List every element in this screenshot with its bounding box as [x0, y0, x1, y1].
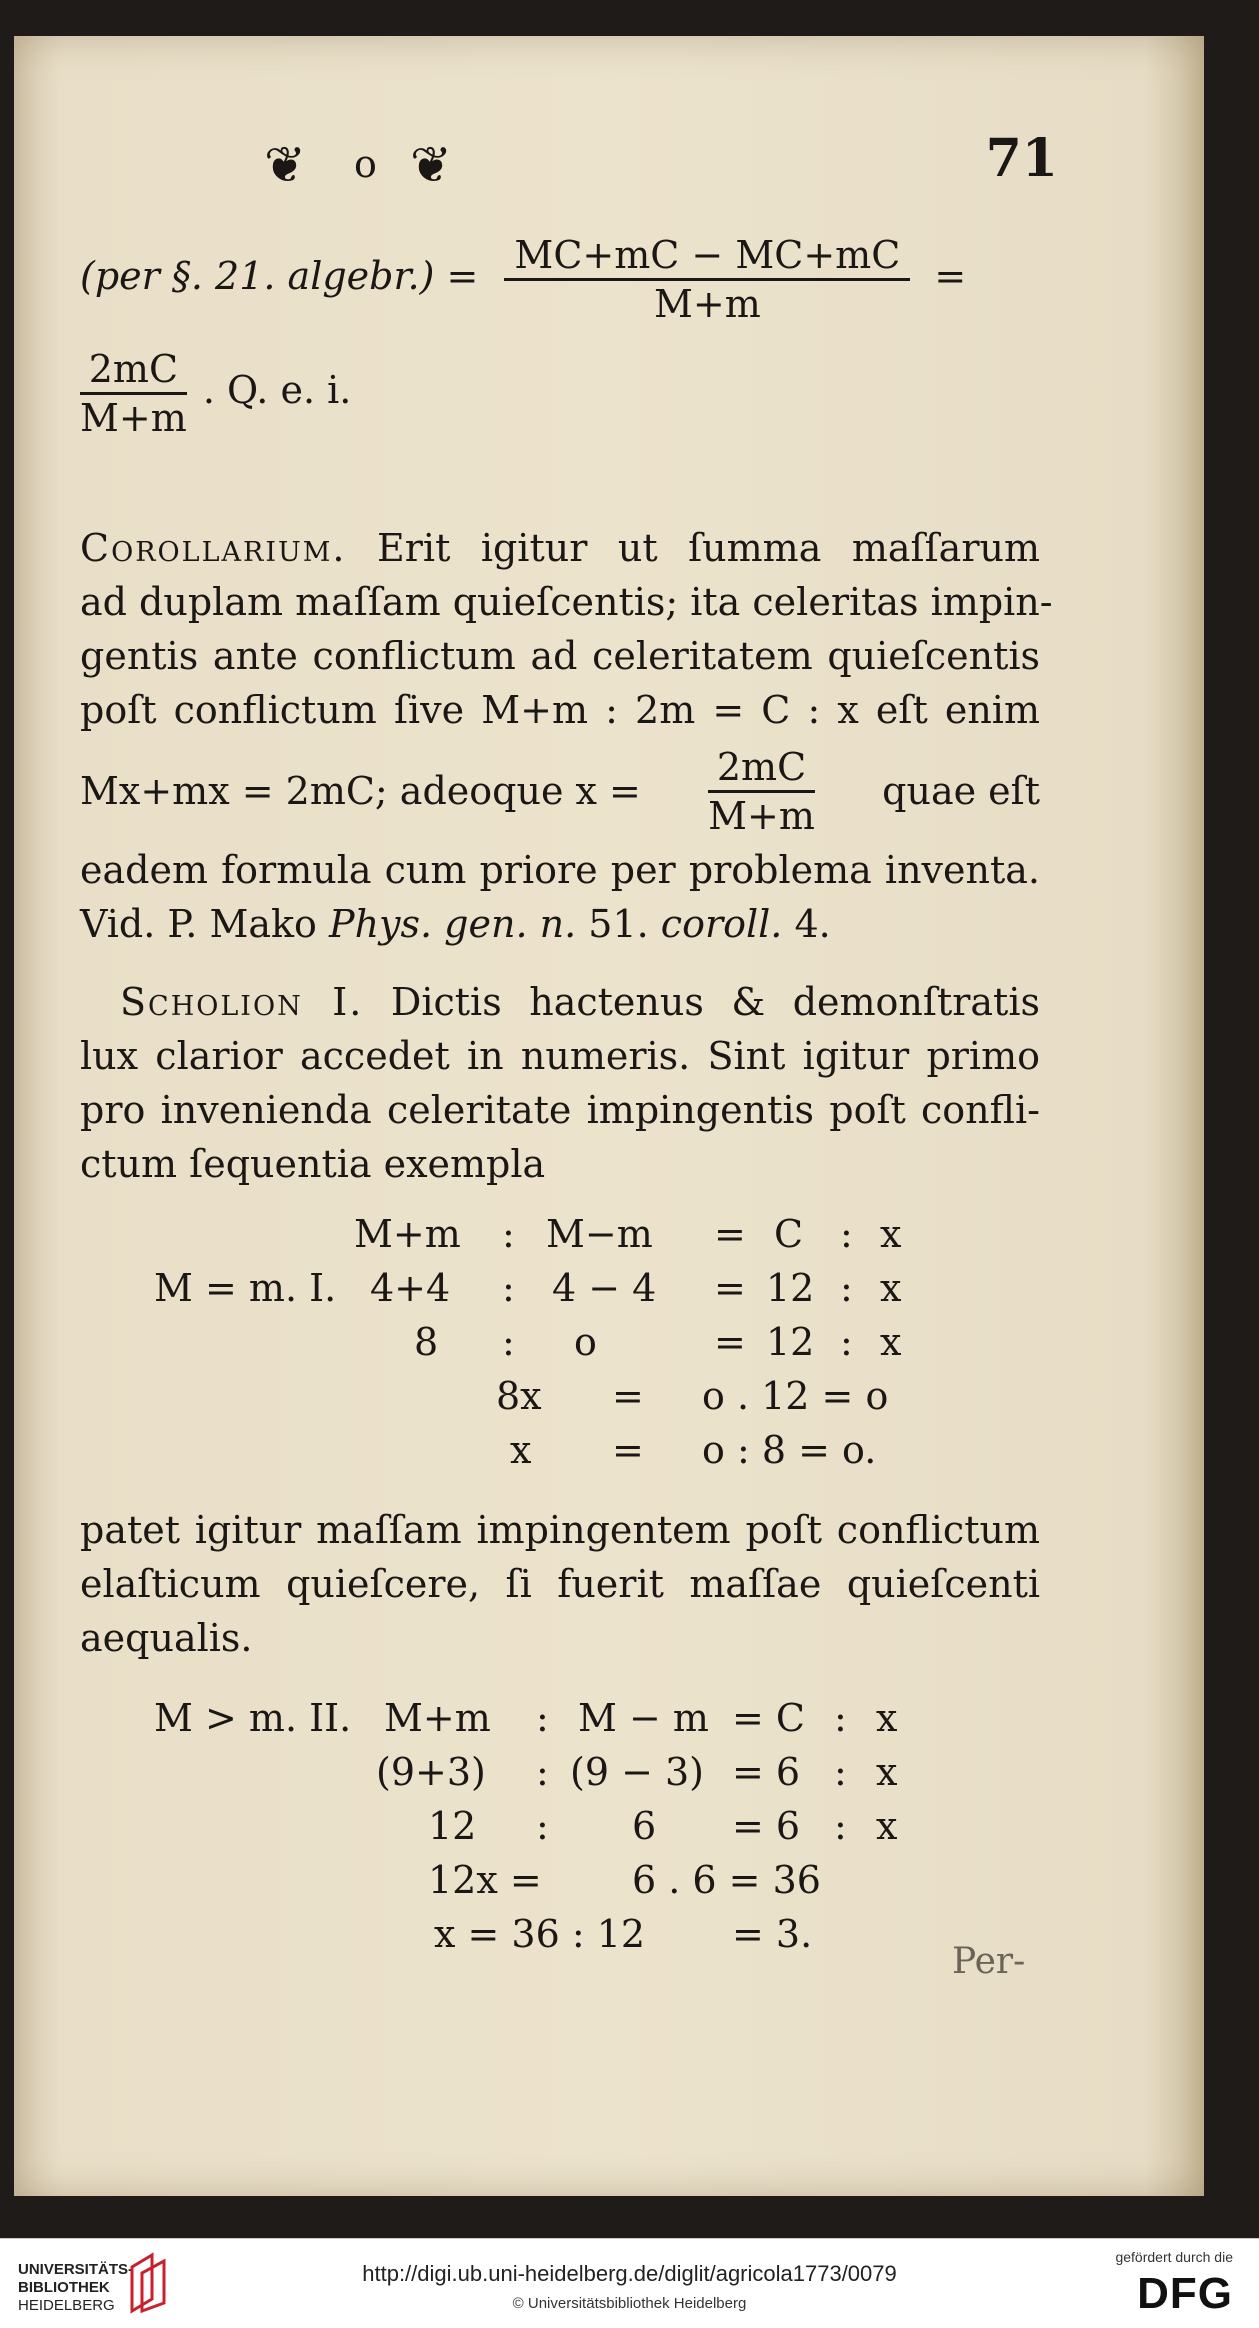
ex1-r1-c6: :: [840, 1212, 853, 1256]
ex2-r1-c1: M+m: [384, 1696, 491, 1740]
page-number: 71: [985, 128, 1058, 189]
reference-coroll-number: 4.: [794, 902, 831, 946]
book-page: [14, 36, 1204, 2196]
copyright-text: © Universitätsbibliothek Heidelberg: [512, 2295, 747, 2312]
library-name-3: HEIDELBERG: [18, 2297, 115, 2314]
ex2-r4-c2: 6 . 6 = 36: [632, 1858, 821, 1902]
patet-line-2: elaſticum quieſcere, ſi fuerit maſſae quieſcenti: [80, 1562, 1040, 1606]
dfg-logo: DFG: [1137, 2269, 1233, 2318]
ex2-r2-c5: :: [834, 1750, 847, 1794]
scholion-line-2: lux clarior accedet in numeris. Sint igitur primo: [80, 1034, 1040, 1078]
ex2-r1-c2: :: [536, 1696, 549, 1740]
ex1-r3-c6: :: [840, 1320, 853, 1364]
corollarium-quae: quae eſt: [882, 769, 1040, 813]
corollarium-formula: Mx+mx = 2mC; adeoque x =: [80, 769, 641, 813]
ex1-r5-c2: =: [612, 1428, 644, 1472]
ex2-r3-c1: 12: [428, 1804, 477, 1848]
ex1-r1-c4: =: [714, 1212, 746, 1256]
library-name-1: UNIVERSITÄTS-: [18, 2261, 134, 2278]
ex2-r5-c1: x = 36 : 12: [434, 1912, 646, 1956]
scholion-line-4: ctum ſequentia exempla: [80, 1142, 546, 1186]
ex2-r3-c5: :: [834, 1804, 847, 1848]
ex1-r5-c3: o : 8 = o.: [702, 1428, 877, 1472]
ex2-r3-c4: = 6: [732, 1804, 801, 1848]
ex1-r5-c1: x: [510, 1428, 532, 1472]
funding-note: gefördert durch die: [1115, 2249, 1233, 2265]
proof-result-line: [80, 346, 1040, 441]
ex2-r1-c5: :: [834, 1696, 847, 1740]
ex1-r2-c6: :: [840, 1266, 853, 1310]
corollarium-text-1: Erit igitur ut ſumma maſſarum: [377, 526, 1040, 570]
ex2-label: M > m. II.: [154, 1696, 352, 1740]
ex1-r2-c7: x: [880, 1266, 902, 1310]
ex2-r2-c4: = 6: [732, 1750, 801, 1794]
corollarium-line-1: [80, 522, 1040, 574]
ex1-r3-c4: =: [714, 1320, 746, 1364]
corollarium-line-2: ad duplam maſſam quieſcentis; ita celeritas impin-: [80, 580, 1053, 624]
ex1-r1-c1: M+m: [354, 1212, 461, 1256]
reference-author: Vid. P. Mako: [80, 902, 317, 946]
ornament-left-icon: ❦: [264, 136, 306, 194]
corollarium-fraction-num: 2mC: [708, 744, 815, 793]
scholion-line-1: [80, 976, 1040, 1028]
corollarium-line-6: eadem formula cum priore per problema inventa.: [80, 848, 1040, 892]
ex1-label: M = m. I.: [154, 1266, 337, 1310]
ex2-r4-c1: 12x =: [428, 1858, 542, 1902]
ornament-right-icon: ❦: [410, 136, 452, 194]
corollarium-fraction: [708, 744, 815, 839]
ex2-r3-c2: :: [536, 1804, 549, 1848]
corollarium-fraction-den: M+m: [708, 793, 815, 838]
patet-line-3: aequalis.: [80, 1616, 253, 1660]
ex1-r2-c4: =: [714, 1266, 746, 1310]
proof-line: [80, 232, 1040, 327]
ex2-r2-c3: (9 − 3): [570, 1750, 705, 1794]
ex2-r2-c6: x: [876, 1750, 898, 1794]
ex1-r3-c5: 12: [766, 1320, 815, 1364]
ex2-r1-c3: M − m: [578, 1696, 709, 1740]
ex1-r3-c3: o: [574, 1320, 597, 1364]
scholion-line-3: pro invenienda celeritate impingentis poſt confli-: [80, 1088, 1040, 1132]
ex1-r1-c5: C: [774, 1212, 804, 1256]
ex2-r1-c4: = C: [732, 1696, 805, 1740]
viewer-footer: [0, 2238, 1259, 2328]
ex1-r3-c2: :: [502, 1320, 515, 1364]
proof-fraction: [504, 232, 910, 327]
proof-result-num: 2mC: [80, 346, 187, 395]
ex1-r4-c2: =: [612, 1374, 644, 1418]
page-url-link[interactable]: http://digi.ub.uni-heidelberg.de/diglit/agricola1773/0079: [362, 2261, 897, 2286]
corollarium-line-5: [80, 736, 1040, 846]
ex1-r1-c2: :: [502, 1212, 515, 1256]
proof-result-fraction: [80, 346, 187, 441]
ex2-r3-c6: x: [876, 1804, 898, 1848]
proof-fraction-den: M+m: [653, 282, 761, 326]
ex2-r1-c6: x: [876, 1696, 898, 1740]
corollarium-line-3: gentis ante conflictum ad celeritatem quieſcentis: [80, 634, 1040, 678]
ex1-r1-c3: M−m: [546, 1212, 653, 1256]
ex1-r3-c7: x: [880, 1320, 902, 1364]
corollarium-line-4: poſt conflictum ſive M+m : 2m = C : x eſt enim: [80, 688, 1040, 732]
reference-number: 51.: [588, 902, 649, 946]
library-name-2: BIBLIOTHEK: [18, 2279, 110, 2296]
scholion-heading: Scholion I.: [120, 980, 364, 1024]
proof-equals: =: [934, 254, 967, 298]
proof-result-den: M+m: [80, 396, 187, 440]
corollarium-line-7: [80, 898, 1040, 950]
qei-text: . Q. e. i.: [202, 368, 352, 412]
ex2-r2-c1: (9+3): [376, 1750, 486, 1794]
reference-coroll: coroll.: [660, 902, 783, 946]
proof-fraction-num: MC+mC − MC+mC: [504, 232, 910, 281]
ex2-r5-c2: = 3.: [732, 1912, 813, 1956]
ex1-r2-c3: 4 − 4: [552, 1266, 657, 1310]
ex2-r2-c2: :: [536, 1750, 549, 1794]
ornament-mid-icon: o: [354, 142, 377, 186]
ex1-r2-c2: :: [502, 1266, 515, 1310]
ex1-r4-c1: 8x: [496, 1374, 542, 1418]
patet-line-1: patet igitur maſſam impingentem poſt conflictum: [80, 1508, 1040, 1552]
reference-work: Phys. gen. n.: [329, 902, 577, 946]
ex1-r2-c5: 12: [766, 1266, 815, 1310]
ex1-r1-c7: x: [880, 1212, 902, 1256]
corollarium-heading: Corollarium.: [80, 526, 347, 570]
ex1-r2-c1: 4+4: [370, 1266, 451, 1310]
ex1-r4-c3: o . 12 = o: [702, 1374, 889, 1418]
catchword: Per-: [952, 1941, 1026, 1982]
scholion-text-1: Dictis hactenus & demonſtratis: [390, 980, 1040, 1024]
ex1-r3-c1: 8: [414, 1320, 439, 1364]
ex2-r3-c3: 6: [632, 1804, 657, 1848]
proof-reference: (per §. 21. algebr.) =: [80, 254, 479, 298]
